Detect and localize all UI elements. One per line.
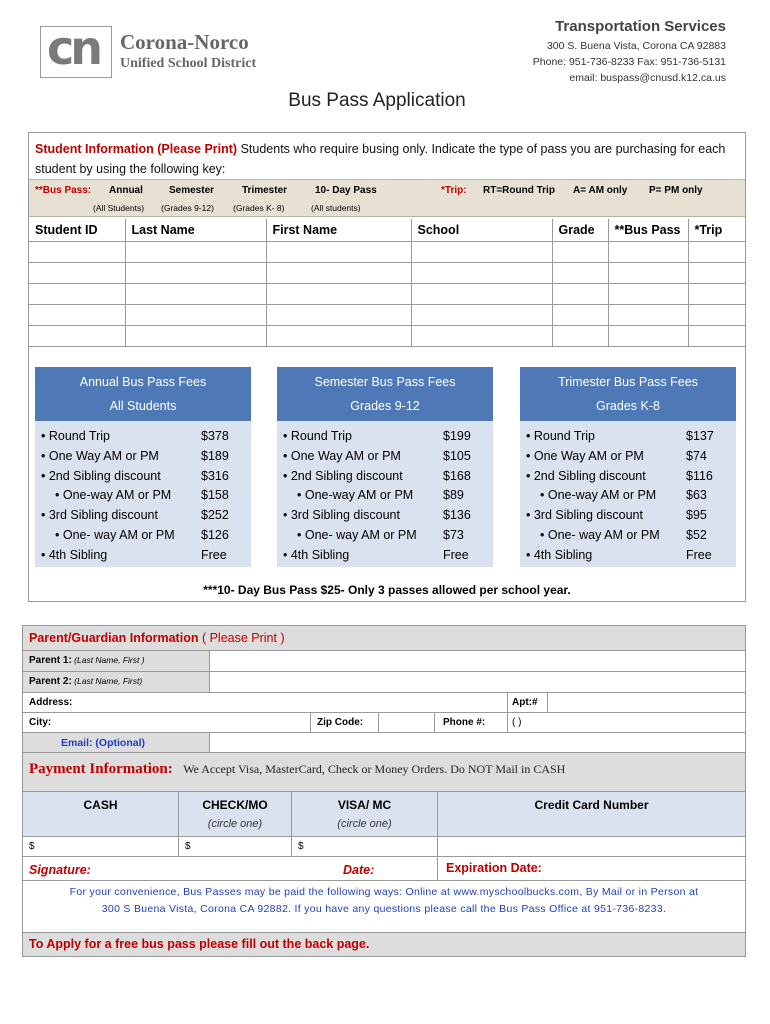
page-title: Bus Pass Application [288, 90, 466, 111]
student-table-header [29, 219, 745, 241]
semester-fee-subtitle: Grades 9-12 [350, 399, 420, 413]
visa-heading: VISA/ MC [337, 798, 392, 812]
col-bus-pass: **Bus Pass [608, 219, 688, 241]
input-cell[interactable] [125, 283, 266, 304]
semester-fee-list [277, 421, 493, 566]
key-tenday: 10- Day Pass [315, 185, 377, 196]
input-cell[interactable] [411, 283, 552, 304]
fee-row: • One-way AM or PM $158 [55, 488, 229, 503]
student-table [29, 219, 745, 347]
visa-amount-field[interactable]: $ [291, 837, 437, 856]
col-trip: *Trip [688, 219, 745, 241]
parent1-row [23, 651, 745, 672]
date-label: Date: [343, 863, 375, 877]
input-cell[interactable] [552, 241, 608, 262]
free-pass-row [23, 933, 745, 956]
check-heading: CHECK/MO [202, 798, 268, 812]
key-trimester-sub: (Grades K- 8) [233, 203, 285, 213]
signature-field[interactable] [23, 857, 291, 880]
city-field[interactable] [23, 713, 310, 732]
input-cell[interactable] [125, 262, 266, 283]
email-label: Email: (Optional) [23, 733, 209, 752]
apt-field[interactable] [547, 693, 745, 712]
signature-row [23, 857, 745, 881]
convenience-line1: For your convenience, Bus Passes may be paid the following ways: Online at www.myschoolbucks.com, By Mail or in Person at [69, 886, 699, 898]
input-cell[interactable] [608, 283, 688, 304]
parent2-row [23, 672, 745, 693]
parent2-label: Parent 2: [29, 676, 72, 687]
fee-row: • One-way AM or PM $63 [540, 488, 707, 503]
fee-row: • One- way AM or PM $73 [297, 527, 464, 542]
email-field[interactable] [209, 733, 745, 752]
key-round-trip: RT=Round Trip [483, 185, 555, 196]
input-cell[interactable] [266, 283, 411, 304]
input-cell[interactable] [266, 241, 411, 262]
trimester-fee-subtitle: Grades K-8 [596, 399, 660, 413]
input-cell[interactable] [608, 304, 688, 325]
col-grade: Grade [552, 219, 608, 241]
student-section [28, 132, 746, 602]
fee-row: • 3rd Sibling discount $252 [41, 508, 229, 523]
table-row [29, 241, 745, 262]
cc-number-field[interactable] [437, 837, 745, 856]
trimester-fee-box [520, 367, 736, 567]
parent-header-row [23, 626, 745, 651]
input-cell[interactable] [608, 241, 688, 262]
semester-fee-header [277, 367, 493, 421]
payment-amount-row [23, 837, 745, 857]
parent-title-sub: ( Please Print ) [198, 631, 285, 645]
address-label: Address: [29, 697, 73, 708]
student-intro [35, 139, 741, 179]
input-cell[interactable] [411, 325, 552, 346]
table-row [29, 262, 745, 283]
department-address: 300 S. Buena Vista, Corona CA 92883 [546, 40, 726, 52]
annual-fee-list [35, 421, 251, 566]
fee-row: • 4th Sibling Free [283, 547, 469, 562]
fee-row: • Round Trip $378 [41, 429, 229, 443]
key-pm-only: P= PM only [649, 185, 703, 196]
visa-circle-note: (circle one) [337, 818, 392, 830]
student-intro-heading: Student Information (Please Print) [35, 142, 238, 156]
input-cell[interactable] [125, 304, 266, 325]
key-trip: *Trip: [441, 185, 467, 196]
input-cell[interactable] [608, 262, 688, 283]
semester-fee-box [277, 367, 493, 567]
trimester-fee-list [520, 421, 736, 566]
phone-label: Phone #: [434, 713, 507, 732]
fee-row: • One Way AM or PM $105 [283, 448, 471, 463]
input-cell[interactable] [411, 262, 552, 283]
fee-row: • One- way AM or PM $126 [55, 527, 229, 542]
cash-heading: CASH [83, 798, 118, 812]
fee-row: • One-way AM or PM $89 [297, 488, 464, 503]
fee-row: • One- way AM or PM $52 [540, 527, 707, 542]
table-row [29, 283, 745, 304]
semester-fee-title: Semester Bus Pass Fees [314, 375, 456, 389]
key-semester-sub: (Grades 9-12) [161, 203, 214, 213]
input-cell[interactable] [29, 283, 125, 304]
input-cell[interactable] [688, 304, 745, 325]
address-field[interactable] [23, 693, 507, 712]
table-row [29, 325, 745, 346]
check-amount-field[interactable]: $ [178, 837, 291, 856]
key-annual-sub: (All Students) [93, 203, 145, 213]
parent1-label: Parent 1: [29, 655, 72, 666]
district-name: Corona-Norco [120, 30, 249, 54]
input-cell[interactable] [266, 262, 411, 283]
key-semester: Semester [169, 185, 215, 196]
parent-payment-form [22, 625, 746, 957]
input-cell[interactable] [552, 262, 608, 283]
fee-row: • Round Trip $137 [526, 429, 714, 443]
convenience-line2: 300 S Buena Vista, Corona CA 92882. If you have any questions please call the Bus Pass Office at 951-736-8233. [101, 903, 667, 915]
cash-amount-field[interactable]: $ [29, 841, 35, 852]
signature-label: Signature: [29, 863, 91, 877]
cn-logo-mark: cn [40, 26, 112, 78]
input-cell[interactable] [411, 241, 552, 262]
convenience-row [23, 881, 745, 933]
fee-row: • 3rd Sibling discount $95 [526, 508, 707, 523]
input-cell[interactable] [29, 262, 125, 283]
apt-label: Apt:# [507, 693, 547, 712]
tenday-note: ***10- Day Bus Pass $25- Only 3 passes allowed per school year. [203, 583, 571, 597]
expiration-label: Expiration Date: [446, 861, 542, 875]
annual-fee-header [35, 367, 251, 421]
pass-key [29, 179, 745, 217]
input-cell[interactable] [29, 241, 125, 262]
input-cell[interactable] [552, 304, 608, 325]
fee-row: • One Way AM or PM $74 [526, 448, 707, 463]
trimester-fee-title: Trimester Bus Pass Fees [558, 375, 698, 389]
fee-row: • 2nd Sibling discount $316 [41, 468, 229, 483]
parent2-field[interactable] [209, 672, 745, 692]
zip-field[interactable] [378, 713, 434, 732]
input-cell[interactable] [125, 325, 266, 346]
check-circle-note: (circle one) [207, 818, 263, 830]
zip-label: Zip Code: [310, 713, 378, 732]
fee-row: • 4th Sibling Free [526, 547, 712, 562]
payment-note: We Accept Visa, MasterCard, Check or Money Orders. Do NOT Mail in CASH [183, 762, 566, 776]
input-cell[interactable] [125, 241, 266, 262]
col-first-name: First Name [266, 219, 411, 241]
email-row [23, 733, 745, 753]
fee-row: • 4th Sibling Free [41, 547, 227, 562]
input-cell[interactable] [266, 304, 411, 325]
annual-fee-title: Annual Bus Pass Fees [79, 375, 207, 389]
parent-title: Parent/Guardian Information [29, 631, 199, 645]
key-annual: Annual [109, 185, 143, 196]
trimester-fee-header [520, 367, 736, 421]
input-cell[interactable] [608, 325, 688, 346]
input-cell[interactable] [29, 325, 125, 346]
department-phone-fax: Phone: 951-736-8233 Fax: 951-736-5131 [532, 56, 726, 68]
col-student-id: Student ID [29, 219, 125, 241]
table-row [29, 304, 745, 325]
input-cell[interactable] [688, 283, 745, 304]
col-school: School [411, 219, 552, 241]
payment-header-row [23, 753, 745, 792]
payment-title: Payment Information: [29, 761, 173, 777]
annual-fee-box [35, 367, 251, 567]
input-cell[interactable] [688, 262, 745, 283]
address-row [23, 693, 745, 713]
department-name: Transportation Services [555, 18, 726, 35]
input-cell[interactable] [552, 283, 608, 304]
phone-field[interactable]: ( ) [507, 713, 745, 732]
district-subname: Unified School District [120, 56, 257, 71]
payment-columns-row [23, 792, 745, 837]
city-label: City: [29, 717, 52, 728]
fee-row: • 2nd Sibling discount $116 [526, 468, 713, 483]
parent2-hint: (Last Name, First) [71, 676, 143, 686]
department-email: email: buspass@cnusd.k12.ca.us [569, 72, 726, 84]
parent1-field[interactable] [209, 651, 745, 671]
fee-row: • One Way AM or PM $189 [41, 448, 229, 463]
parent1-hint: (Last Name, First ) [71, 655, 145, 665]
input-cell[interactable] [29, 304, 125, 325]
input-cell[interactable] [688, 325, 745, 346]
input-cell[interactable] [411, 304, 552, 325]
fee-row: • Round Trip $199 [283, 429, 471, 443]
district-logo [40, 21, 270, 82]
key-bus-pass: **Bus Pass: [35, 185, 92, 196]
cc-heading: Credit Card Number [437, 792, 745, 836]
input-cell[interactable] [688, 241, 745, 262]
student-intro-text: Students who require busing only. Indicate the type of pass you are purchasing for each student by using the following key: [35, 142, 726, 176]
annual-fee-subtitle: All Students [109, 399, 177, 413]
contact-block [533, 16, 726, 86]
col-last-name: Last Name [125, 219, 266, 241]
fee-row: • 3rd Sibling discount $136 [283, 508, 471, 523]
key-trimester: Trimester [242, 185, 288, 196]
input-cell[interactable] [552, 325, 608, 346]
input-cell[interactable] [266, 325, 411, 346]
free-pass-note: To Apply for a free bus pass please fill out the back page. [29, 937, 370, 951]
key-am-only: A= AM only [573, 185, 628, 196]
key-tenday-sub: (All students) [311, 203, 361, 213]
city-row [23, 713, 745, 733]
fee-row: • 2nd Sibling discount $168 [283, 468, 471, 483]
